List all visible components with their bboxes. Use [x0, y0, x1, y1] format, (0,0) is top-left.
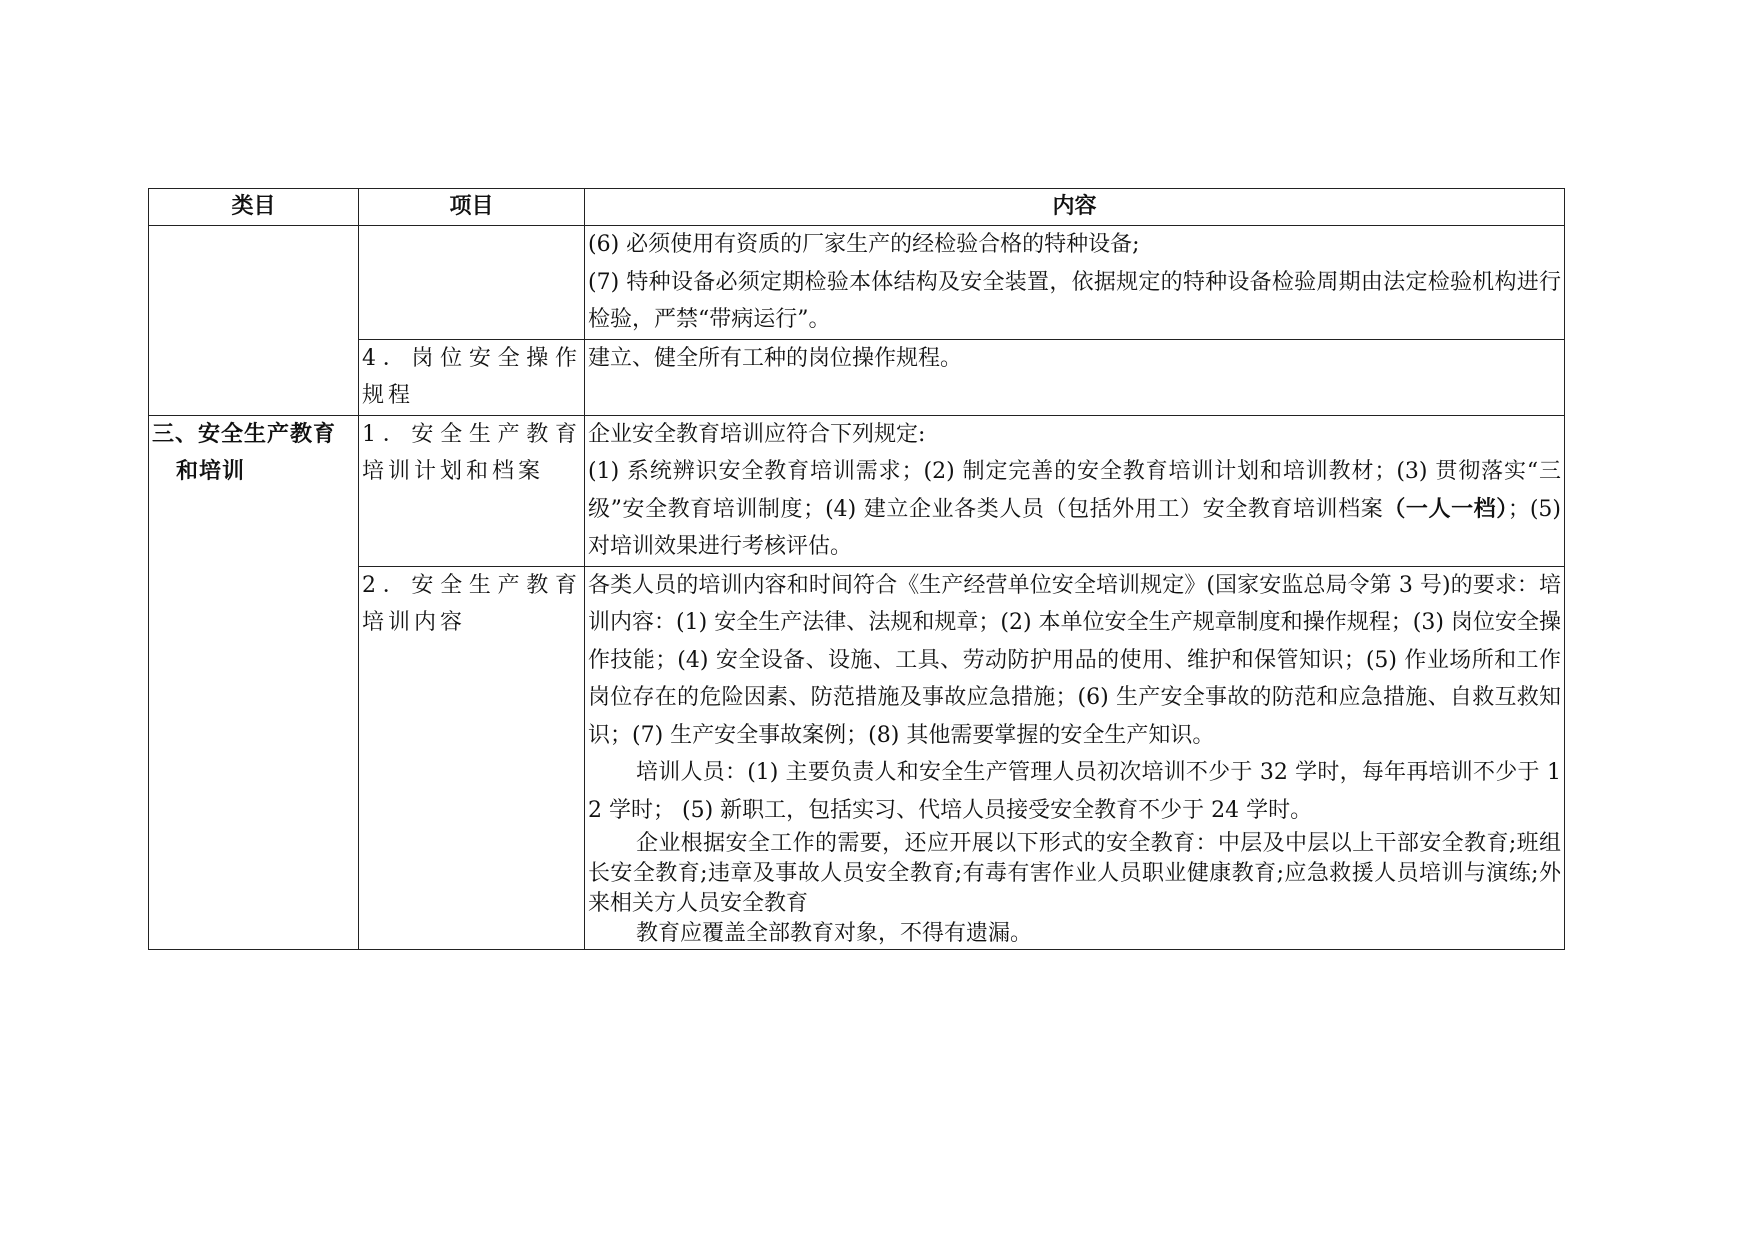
content-bold-text: （一人一档）	[1383, 496, 1508, 522]
table-row	[149, 566, 1565, 950]
table-row	[149, 339, 1565, 415]
category-title-line1: 三、安全生产教育	[152, 421, 337, 447]
content-cell-training-plan	[585, 415, 1565, 566]
table-row	[149, 226, 1565, 340]
category-title-line2: 和培训	[176, 459, 246, 484]
header-category: 类目	[149, 189, 359, 226]
content-cell-special-equipment	[585, 226, 1565, 340]
content-paragraph: (7) 特种设备必须定期检验本体结构及安全装置，依据规定的特种设备检验周期由法定检验机构进行检验，严禁“带病运行”。	[588, 269, 1561, 332]
content-paragraph: 企业根据安全工作的需要，还应开展以下形式的安全教育：中层及中层以上干部安全教育;班组长安全教育;违章及事故人员安全教育;有毒有害作业人员职业健康教育;应急救援人员培训与演练;外来相关方人员安全教育	[588, 831, 1561, 916]
header-item: 项目	[359, 189, 585, 226]
item-cell-empty	[359, 226, 585, 340]
header-content: 内容	[585, 189, 1565, 226]
table-header-row	[149, 189, 1565, 226]
content-text: ；(5) 对培训效果进行考核评估。	[588, 496, 1561, 559]
content-paragraph: (6) 必须使用有资质的厂家生产的经检验合格的特种设备;	[588, 232, 1140, 257]
content-paragraph: 教育应覆盖全部教育对象，不得有遗漏。	[636, 921, 1033, 946]
category-cell-safety-education	[149, 415, 359, 950]
item-cell-training-content: 2．安全生产教育培训内容	[359, 566, 585, 950]
content-paragraph: 各类人员的培训内容和时间符合《生产经营单位安全培训规定》(国家安监总局令第 3 号)的要求：培训内容：(1) 安全生产法律、法规和规章；(2) 本单位安全生产规章制度和操作规程；(3) 岗位安全操作技能；(4) 安全设备、设施、工具、劳动防护用品的使用、维护和保管知识；(5) 作业场所和工作岗位存在的危险因素、防范措施及事故应急措施；(6) 生产安全事故的防范和应急措施、自救互救知识；(7) 生产安全事故案例；(8) 其他需要掌握的安全生产知识。	[588, 572, 1561, 748]
regulation-table	[148, 188, 1565, 950]
item-cell-operating-procedures: 4．岗位安全操作规程	[359, 339, 585, 415]
content-cell-operating-procedures	[585, 339, 1565, 415]
item-cell-training-plan: 1．安全生产教育培训计划和档案	[359, 415, 585, 566]
content-cell-training-content	[585, 566, 1565, 950]
content-paragraph: 企业安全教育培训应符合下列规定:	[588, 421, 926, 447]
content-paragraph: 培训人员：(1) 主要负责人和安全生产管理人员初次培训不少于 32 学时，每年再培训不少于 12 学时； (5) 新职工，包括实习、代培人员接受安全教育不少于 24 学时。	[588, 760, 1561, 823]
content-text: (1) 系统辨识安全教育培训需求；(2) 制定完善的安全教育培训计划和培训教材；(3) 贯彻落实“三级”安全教育培训制度；(4) 建立企业各类人员（包括外用工）安全教育培训档案	[588, 459, 1561, 522]
content-paragraph: 建立、健全所有工种的岗位操作规程。	[588, 345, 963, 371]
category-cell-empty	[149, 226, 359, 416]
table-row	[149, 415, 1565, 566]
content-paragraph	[588, 453, 1561, 566]
